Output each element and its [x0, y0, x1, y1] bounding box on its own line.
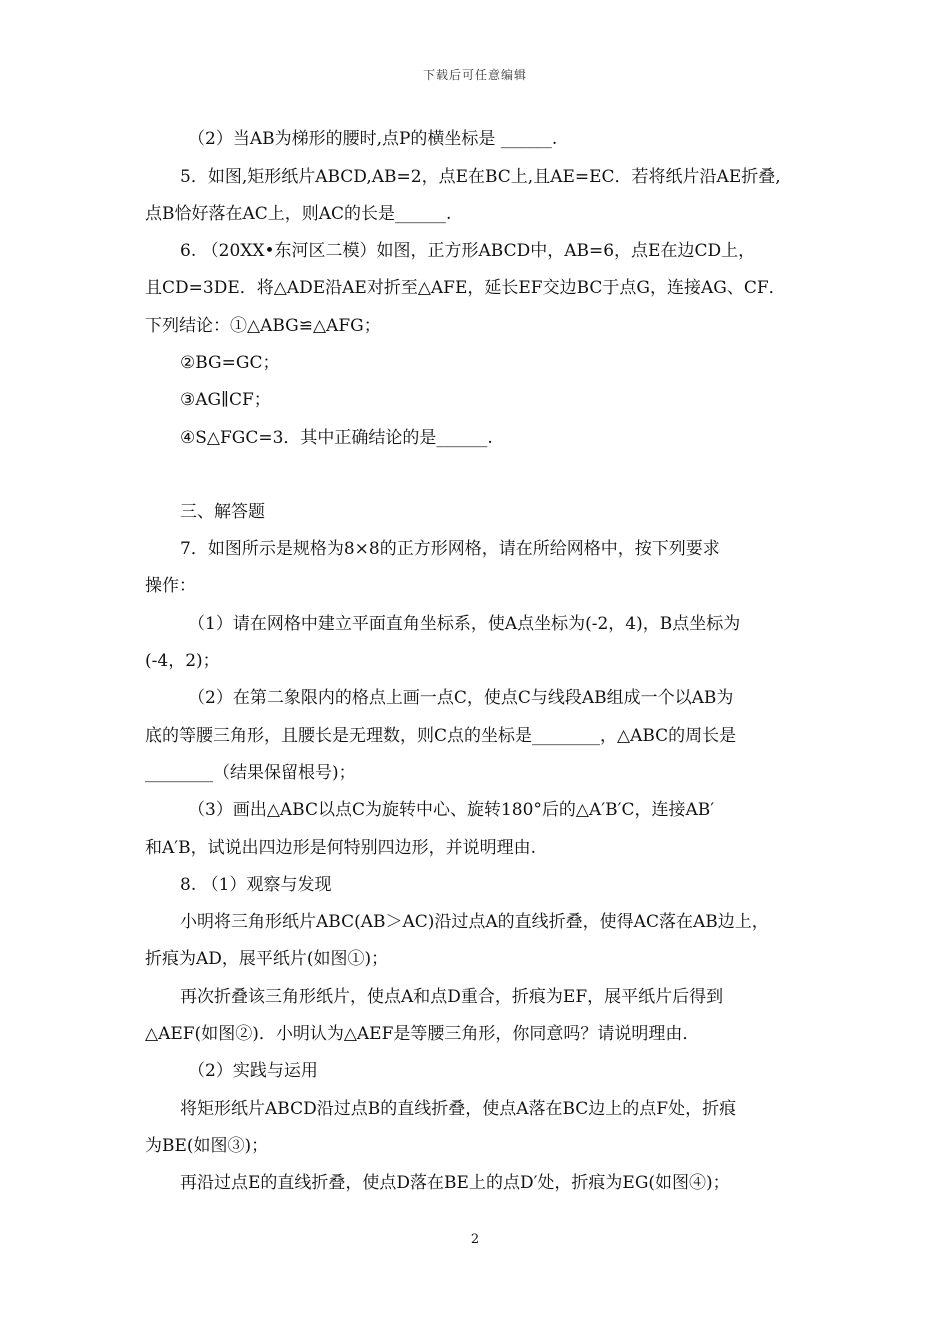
text-line: （1）请在网格中建立平面直角坐标系，使A点坐标为(-2，4)，B点坐标为 — [188, 614, 741, 634]
text-line: 5．如图,矩形纸片ABCD,AB=2，点E在BC上,且AE=EC．若将纸片沿AE折叠, — [180, 167, 781, 187]
text-line: 7．如图所示是规格为8×8的正方形网格，请在所给网格中，按下列要求 — [180, 539, 720, 559]
text-line: （3）画出△ABC以点C为旋转中心、旋转180°后的△A′B′C，连接AB′ — [188, 800, 715, 820]
text-line: 6. （20XX•东河区二模）如图，正方形ABCD中，AB=6，点E在边CD上， — [180, 241, 756, 261]
text-line: ④S△FGC=3．其中正确结论的是______. — [180, 428, 493, 448]
text-line: 且CD=3DE．将△ADE沿AE对折至△AFE，延长EF交边BC于点G，连接AG、CF． — [145, 278, 786, 298]
text-line: ②BG=GC； — [180, 353, 280, 373]
text-line: 8. （1）观察与发现 — [180, 875, 332, 895]
text-line: （2）实践与运用 — [188, 1061, 318, 1081]
text-line: 为BE(如图③)； — [145, 1136, 269, 1156]
text-line: 和A′B，试说出四边形是何特别四边形，并说明理由. — [145, 838, 537, 858]
text-line: 折痕为AD，展平纸片(如图①)； — [145, 949, 389, 969]
page-number: 2 — [470, 1232, 480, 1247]
text-line: ________（结果保留根号)； — [145, 763, 356, 783]
text-line: 将矩形纸片ABCD沿过点B的直线折叠，使点A落在BC边上的点F处，折痕 — [180, 1099, 737, 1119]
text-line: 再沿过点E的直线折叠，使点D落在BE上的点D′处，折痕为EG(如图④)； — [180, 1173, 730, 1193]
text-line: 底的等腰三角形，且腰长是无理数，则C点的坐标是________，△ABC的周长是 — [145, 726, 737, 746]
text-line: （2）在第二象限内的格点上画一点C，使点C与线段AB组成一个以AB为 — [188, 688, 734, 708]
text-line: 点B恰好落在AC上，则AC的长是______. — [145, 204, 452, 224]
text-line: 操作： — [145, 576, 196, 596]
text-line: ③AG∥CF； — [180, 390, 271, 410]
text-line: 小明将三角形纸片ABC(AB＞AC)沿过点A的直线折叠，使得AC落在AB边上， — [180, 912, 769, 932]
text-line: △AEF(如图②)．小明认为△AEF是等腰三角形，你同意吗？请说明理由． — [145, 1024, 700, 1044]
section-heading: 三、解答题 — [180, 502, 265, 522]
page-header: 下载后可任意编辑 — [422, 68, 527, 82]
text-line: （2）当AB为梯形的腰时,点P的横坐标是 ______. — [188, 129, 558, 149]
text-line: (-4，2)； — [145, 651, 220, 671]
text-line: 下列结论：①△ABG≌△AFG； — [145, 316, 381, 336]
text-line: 再次折叠该三角形纸片，使点A和点D重合，折痕为EF，展平纸片后得到 — [180, 987, 724, 1007]
